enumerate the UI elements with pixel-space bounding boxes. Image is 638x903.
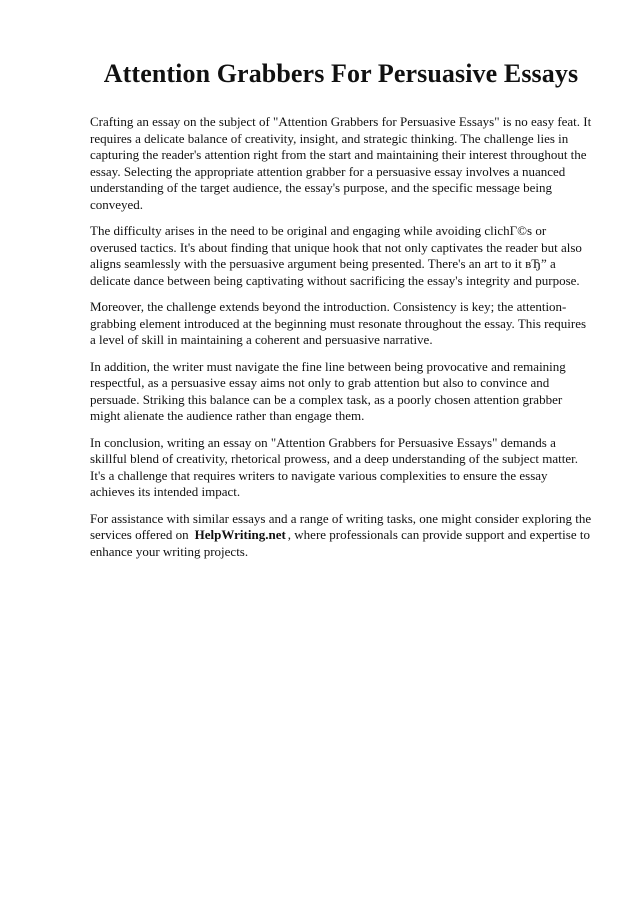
closing-text-before-link: For assistance with similar essays and a range of writing tasks, one might consider exploring the services offered on — [90, 510, 592, 542]
closing-text-after-link: , where professionals can provide support and expertise to enhance your writing projects. — [90, 527, 590, 559]
document-title: Attention Grabbers For Persuasive Essays — [103, 59, 579, 88]
paragraph-intro: Crafting an essay on the subject of "Attention Grabbers for Persuasive Essays" is no easy feat. It requires a delicate balance of creativity, insight, and strategic thinking. The challenge lies in capturing the reader's attention right from the start and maintaining their interest throughout the essay. Selecting the appropriate attention grabber for a persuasive essay involves a nuanced understanding of the target audience, the essay's purpose, and the specific message being conveyed. — [90, 114, 592, 212]
paragraph-closing — [90, 511, 592, 561]
helpwriting-link[interactable]: HelpWriting.net — [194, 527, 286, 542]
paragraph-balance: In addition, the writer must navigate the fine line between being provocative and remaining respectful, as a persuasive essay aims not only to grab attention but also to convince and persuade. Striking this balance can be a complex task, as a poorly chosen attention grabber might alienate the audience rather than engage them. — [90, 358, 566, 423]
paragraph-conclusion: In conclusion, writing an essay on "Attention Grabbers for Persuasive Essays" demands a skillful blend of creativity, rhetorical prowess, and a deep understanding of the subject matter. It's a challenge that requires writers to navigate various complexities to ensure the essay achieves its intended impact. — [90, 434, 578, 499]
paragraph-difficulty: The difficulty arises in the need to be original and engaging while avoiding clichГ©s or overused tactics. It's about finding that unique hook that not only captivates the reader but also aligns seamlessly with the persuasive argument being presented. There's an art to it вЂ” a delicate dance between being captivating without sacrificing the essay's integrity and purpose. — [90, 223, 582, 288]
paragraph-consistency: Moreover, the challenge extends beyond the introduction. Consistency is key; the attention-grabbing element introduced at the beginning must resonate throughout the essay. This requires a level of skill in maintaining a coherent and persuasive narrative. — [90, 299, 587, 347]
